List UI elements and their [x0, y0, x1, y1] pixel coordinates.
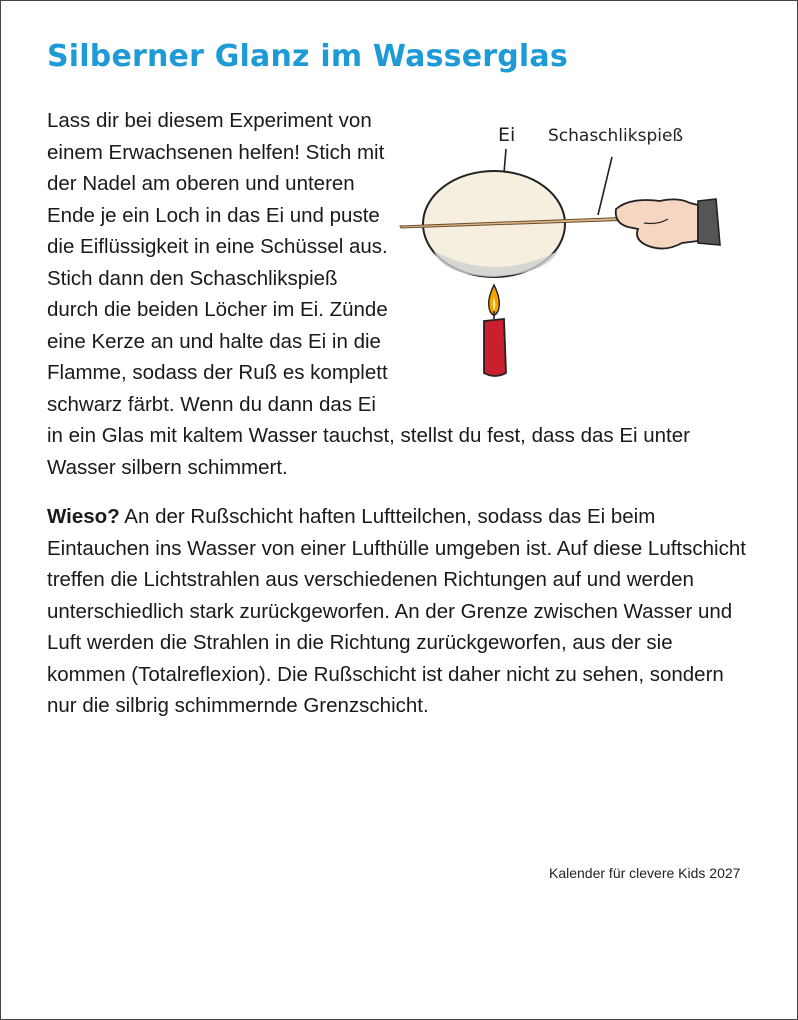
article-body	[47, 105, 754, 742]
hand	[616, 199, 720, 249]
explanation-text: An der Rußschicht haften Luftteilchen, sodass das Ei beim Eintauchen ins Wasser von einer Lufthülle umgeben ist. Auf diese Luftschicht treffen die Lichtstrahlen aus verschiedenen Richtungen auf und werden unterschiedlich stark zurückgeworfen. An der Grenze zwischen Wasser und Luft werden die Strahlen in die Richtung zurückgeworfen, aus der sie kommen (Totalreflexion). Die Rußschicht ist daher nicht zu sehen, sondern nur die silbrig schimmernde Grenzschicht.	[47, 505, 746, 717]
explanation-label: Wieso?	[47, 505, 120, 528]
page-title: Silberner Glanz im Wasserglas	[47, 39, 568, 74]
experiment-illustration	[398, 101, 766, 401]
skewer-leader-line	[598, 157, 612, 215]
explanation-paragraph	[47, 501, 754, 722]
candle	[484, 285, 506, 376]
calendar-footer: Kalender für clevere Kids 2027	[549, 865, 741, 881]
label-skewer: Schaschlikspieß	[548, 126, 684, 146]
label-egg: Ei	[498, 124, 516, 146]
experiment-paragraph: Lass dir bei diesem Experiment von einem Erwachsenen helfen! Stich mit der Nadel am oberen und unteren Ende je ein Loch in das Ei und puste die Eiflüssigkeit in eine Schüssel aus. Stich dann den Schaschlikspieß durch die beiden Löcher im Ei. Zünde eine Kerze an und halte das Ei in die Flamme, sodass der Ruß es komplett schwarz färbt. Wenn du dann das Ei in ein Glas mit kaltem Wasser tauchst, stellst du fest, dass das Ei unter Wasser silbern schimmert.	[47, 109, 690, 479]
egg-leader-line	[504, 149, 506, 173]
